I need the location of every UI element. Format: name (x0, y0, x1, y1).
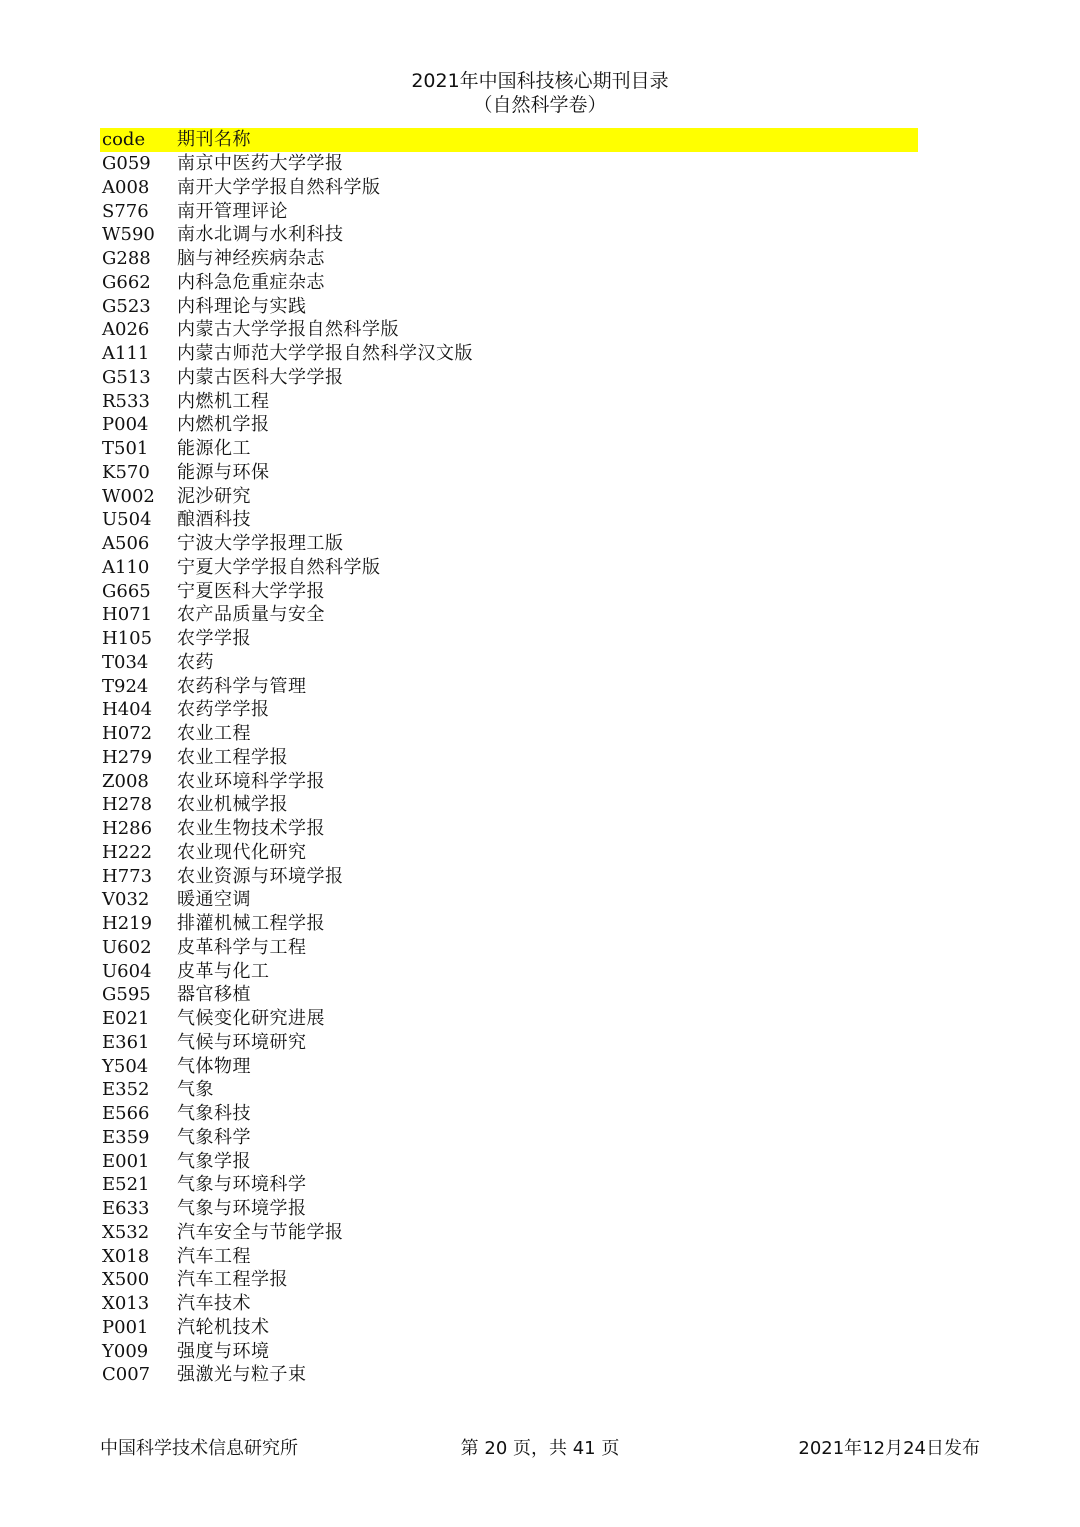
table-row (100, 793, 918, 817)
journal-code: G523 (102, 295, 151, 317)
journal-name: 排灌机械工程学报 (177, 913, 325, 934)
journal-code: E021 (102, 1008, 150, 1029)
table-row (100, 1078, 918, 1102)
table-header-row (100, 128, 918, 152)
table-row (100, 722, 918, 746)
journal-code: H219 (102, 913, 153, 934)
table-row (100, 698, 918, 722)
journal-name: 气象科学 (177, 1126, 251, 1148)
journal-code: E361 (102, 1031, 150, 1053)
journal-code: G059 (102, 153, 151, 174)
journal-name: 强激光与粒子束 (177, 1364, 307, 1386)
table-row (100, 817, 918, 841)
table-row (100, 960, 918, 984)
journal-name: 气候变化研究进展 (177, 1008, 325, 1029)
table-row (100, 200, 918, 224)
journal-name: 内燃机工程 (177, 390, 270, 412)
footer-publisher: 中国科学技术信息研究所 (100, 1438, 298, 1459)
table-row (100, 247, 918, 271)
table-row (100, 675, 918, 699)
journal-name: 农业环境科学学报 (177, 770, 325, 792)
table-row (100, 390, 918, 414)
table-row (100, 770, 918, 794)
table-row (100, 1292, 918, 1316)
journal-name: 汽车工程 (177, 1245, 251, 1267)
journal-name: 气象与环境科学 (177, 1174, 307, 1196)
journal-name: 农药科学与管理 (177, 675, 307, 697)
journal-name: 农业工程学报 (177, 746, 288, 768)
journal-code: H279 (102, 746, 153, 768)
journal-code: U504 (102, 509, 152, 531)
table-row (100, 1221, 918, 1245)
table-row (100, 888, 918, 912)
journal-name: 皮革科学与工程 (177, 936, 307, 958)
journal-code: U602 (102, 936, 152, 958)
journal-code: G595 (102, 984, 151, 1006)
journal-code: Z008 (102, 770, 149, 792)
journal-code: E352 (102, 1079, 150, 1101)
table-row (100, 746, 918, 770)
table-row (100, 841, 918, 865)
journal-name: 农药学学报 (177, 699, 270, 721)
table-row (100, 1197, 918, 1221)
journal-code: E359 (102, 1126, 150, 1148)
header-code: code (102, 129, 146, 150)
journal-name: 农学学报 (177, 628, 251, 649)
journal-code: W590 (102, 224, 155, 246)
table-row (100, 413, 918, 437)
table-row (100, 1126, 918, 1150)
journal-code: P004 (102, 414, 149, 436)
journal-name: 农业生物技术学报 (177, 818, 325, 839)
header-name: 期刊名称 (177, 129, 251, 150)
journal-code: X500 (102, 1269, 150, 1291)
journal-code: E566 (102, 1103, 150, 1124)
journal-code: H286 (102, 818, 153, 839)
journal-name: 南水北调与水利科技 (177, 224, 344, 246)
journal-code: V032 (102, 889, 150, 911)
journal-name: 农产品质量与安全 (177, 604, 325, 626)
journal-code: E521 (102, 1174, 150, 1196)
table-row (100, 556, 918, 580)
journal-name: 器官移植 (177, 984, 251, 1006)
journal-name: 汽车工程学报 (177, 1269, 288, 1291)
table-row (100, 176, 918, 200)
journal-name: 内科急危重症杂志 (177, 271, 325, 293)
journal-name: 农药 (177, 651, 214, 673)
journal-code: S776 (102, 200, 149, 222)
table-row (100, 1363, 918, 1387)
journal-name: 汽轮机技术 (177, 1316, 270, 1338)
journal-name: 气象科技 (177, 1103, 251, 1124)
journal-code: H222 (102, 841, 153, 863)
journal-name: 气象 (177, 1079, 214, 1101)
table-row (100, 318, 918, 342)
journal-name: 气体物理 (177, 1055, 251, 1077)
table-row (100, 1316, 918, 1340)
journal-code: R533 (102, 390, 150, 412)
journal-code: T034 (102, 651, 149, 673)
journal-name: 泥沙研究 (177, 485, 251, 507)
journal-code: T501 (102, 438, 149, 459)
journal-name: 农业机械学报 (177, 794, 288, 816)
table-row (100, 152, 918, 176)
journal-code: E001 (102, 1150, 150, 1172)
table-row (100, 983, 918, 1007)
table-row (100, 1150, 918, 1174)
document-title: 2021年中国科技核心期刊目录 (411, 70, 669, 92)
journal-name: 南开大学学报自然科学版 (177, 176, 381, 198)
journal-code: H105 (102, 628, 153, 649)
journal-code: G665 (102, 580, 151, 602)
table-row (100, 461, 918, 485)
journal-code: Y504 (102, 1055, 149, 1077)
journal-code: X013 (102, 1293, 150, 1314)
journal-code: A111 (102, 343, 150, 364)
journal-code: T924 (102, 675, 149, 697)
table-row (100, 437, 918, 461)
table-row (100, 271, 918, 295)
journal-name: 内燃机学报 (177, 414, 270, 436)
journal-name: 内蒙古师范大学学报自然科学汉文版 (177, 343, 473, 364)
journal-code: U604 (102, 960, 152, 982)
journal-name: 汽车安全与节能学报 (177, 1221, 344, 1243)
table-row (100, 912, 918, 936)
journal-name: 农业现代化研究 (177, 841, 307, 863)
table-row (100, 485, 918, 509)
table-row (100, 1245, 918, 1269)
journal-name: 暖通空调 (177, 889, 251, 911)
journal-code: X018 (102, 1245, 150, 1267)
table-row (100, 627, 918, 651)
journal-code: A110 (102, 556, 150, 578)
table-row (100, 532, 918, 556)
journal-name: 南京中医药大学学报 (177, 153, 344, 174)
table-row (100, 865, 918, 889)
journal-code: G662 (102, 271, 151, 293)
journal-code: A026 (102, 319, 150, 341)
journal-code: H773 (102, 865, 153, 887)
table-row (100, 1268, 918, 1292)
table-row (100, 1031, 918, 1055)
journal-name: 酿酒科技 (177, 509, 251, 531)
journal-name: 农业工程 (177, 723, 251, 744)
journal-code: H071 (102, 604, 153, 626)
document-subtitle: （自然科学卷） (473, 94, 607, 116)
journal-name: 强度与环境 (177, 1340, 270, 1362)
table-row (100, 651, 918, 675)
table-row (100, 1173, 918, 1197)
journal-code: G288 (102, 248, 151, 269)
table-row (100, 1102, 918, 1126)
journal-name: 宁波大学学报理工版 (177, 533, 344, 554)
table-row (100, 580, 918, 604)
journal-name: 气象学报 (177, 1150, 251, 1172)
journal-name: 内科理论与实践 (177, 295, 307, 317)
journal-code: W002 (102, 485, 155, 507)
table-body (100, 152, 918, 1387)
journal-name: 气候与环境研究 (177, 1031, 307, 1053)
journal-name: 内蒙古大学学报自然科学版 (177, 319, 399, 341)
journal-code: A008 (102, 176, 150, 198)
journal-name: 能源与环保 (177, 461, 270, 483)
journal-code: E633 (102, 1198, 150, 1219)
journal-name: 农业资源与环境学报 (177, 865, 344, 887)
journal-code: P001 (102, 1316, 149, 1338)
journal-name: 南开管理评论 (177, 200, 288, 222)
journal-code: X532 (102, 1221, 150, 1243)
journal-name: 皮革与化工 (177, 960, 270, 982)
journal-name: 脑与神经疾病杂志 (177, 248, 325, 269)
table-row (100, 223, 918, 247)
journal-name: 宁夏医科大学学报 (177, 580, 325, 602)
journal-name: 汽车技术 (177, 1293, 251, 1314)
journal-code: Y009 (102, 1340, 149, 1362)
journal-code: A506 (102, 533, 150, 554)
journal-name: 宁夏大学学报自然科学版 (177, 556, 381, 578)
table-row (100, 603, 918, 627)
table-row (100, 342, 918, 366)
journal-code: G513 (102, 366, 151, 388)
footer-date: 2021年12月24日发布 (798, 1438, 980, 1459)
table-row (100, 1055, 918, 1079)
journal-code: C007 (102, 1364, 151, 1386)
table-row (100, 295, 918, 319)
table-row (100, 366, 918, 390)
journal-name: 气象与环境学报 (177, 1198, 307, 1219)
journal-table (100, 128, 918, 1387)
journal-name: 能源化工 (177, 438, 251, 459)
table-row (100, 1340, 918, 1364)
table-row (100, 508, 918, 532)
journal-code: H404 (102, 699, 153, 721)
journal-code: H072 (102, 723, 153, 744)
footer-page-info: 第 20 页，共 41 页 (460, 1438, 620, 1459)
journal-code: H278 (102, 794, 153, 816)
journal-name: 内蒙古医科大学学报 (177, 366, 344, 388)
table-row (100, 1007, 918, 1031)
journal-code: K570 (102, 461, 150, 483)
table-row (100, 936, 918, 960)
